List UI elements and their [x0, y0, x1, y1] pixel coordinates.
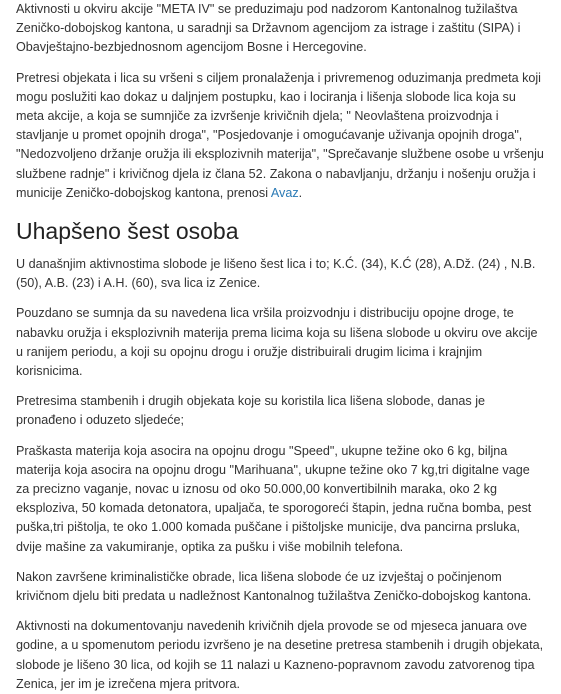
section-heading: Uhapšeno šest osoba — [16, 218, 239, 245]
found-items-paragraph: Praškasta materija koja asocira na opojnu drogu "Speed", ukupne težine oko 6 kg, biljna materija koja asocira na opojnu drogu "Marihuana", ukupne težine oko 7 kg,tri digitalne vage za precizno vaganje, novac u iznosu od oko 50.000,00 konvertibilnih maraka, oko 2 kg eksploziva, 50 komada detonatora, upaljača, te sporogoreći štapin, jedna ručna bomba, pest puška,tri pištolja, te oko 1.000 komada puščane i pištoljske municije, dva pancirna prsluka, dvije mašine za vakumiranje, optika za pušku i više mobilnih telefona. — [16, 443, 532, 554]
suspicion-paragraph: Pouzdano se sumnja da su navedena lica vršila proizvodnju i distribuciju opojne droge, te nabavku oružja i eksplozivnih materija prema licima koja su lišena slobode u okviru ove akcije u ranijem periodu, a koji su opojnu drogu i oružje distribuirali drugim licima i krajnjim korisnicima. — [16, 306, 538, 379]
intro-paragraph: Aktivnosti u okviru akcije "META IV" se preduzimaju pod nadzorom Kantonalnog tužilaštva Zeničko-dobojskog kantona, u saradnji sa Državnom agencijom za istrage i zaštitu (SIPA) i Obavještajno-bezbjednosnom agencijom Bosne i Hercegovine. — [16, 2, 521, 55]
documentation-paragraph: Aktivnosti na dokumentovanju navedenih krivičnih djela provode se od mjeseca januara ove godine, a u spomenutom periodu izvršeno je na desetine pretresa stambenih i drugih objekata, slobode je lišeno 30 lica, od kojih se 11 nalazi u Kazneno-popravnom zavodu zatvorenog tipa Zenica, jer im je izrečena mjera pritvora. — [16, 619, 544, 691]
arrests-paragraph: U današnjim aktivnostima slobode je lišeno šest lica i to; K.Ć. (34), K.Ć (28), A.Dž. (24) , N.B. (50), A.B. (23) i A.H. (60), sva lica iz Zenice. — [16, 257, 536, 291]
searches-paragraph-text: Pretresi objekata i lica su vršeni s ciljem pronalaženja i privremenog oduzimanja predmeta koji mogu poslužiti kao dokaz u daljnjem postupku, kao i lociranja i lišenja slobode lica koja su meta akcije, a koja se sumnjiče za izvršenje krivičnih djela; " Neovlaštena proizvodnja i stavljanje u promet opojnih droga", "Posjedovanje i omogućavanje uživanja opojnih droga", "Nedozvoljeno držanje oružja ili eksplozivnih materija", "Sprečavanje službene osobe u vršenju službene radnje" i krivičnog djela iz člana 52. Zakona o nabavljanju, držanju i nošenju oružja i municije Zeničko-dobojskog kantona, prenosi — [16, 70, 544, 200]
source-link-avaz[interactable]: Avaz — [270, 185, 299, 200]
processing-paragraph: Nakon završene kriminalističke obrade, lica lišena slobode će uz izvještaj o počinjenom krivičnom djelu biti predata u nadležnost Kantonalnog tužilaštva Zeničko-dobojskog kantona. — [16, 569, 532, 604]
found-intro-paragraph: Pretresima stambenih i drugih objekata koje su koristila lica lišena slobode, danas je pronađeno i oduzeto sljedeće; — [16, 394, 486, 428]
searches-paragraph — [16, 69, 545, 203]
searches-paragraph-end: . — [298, 185, 303, 200]
